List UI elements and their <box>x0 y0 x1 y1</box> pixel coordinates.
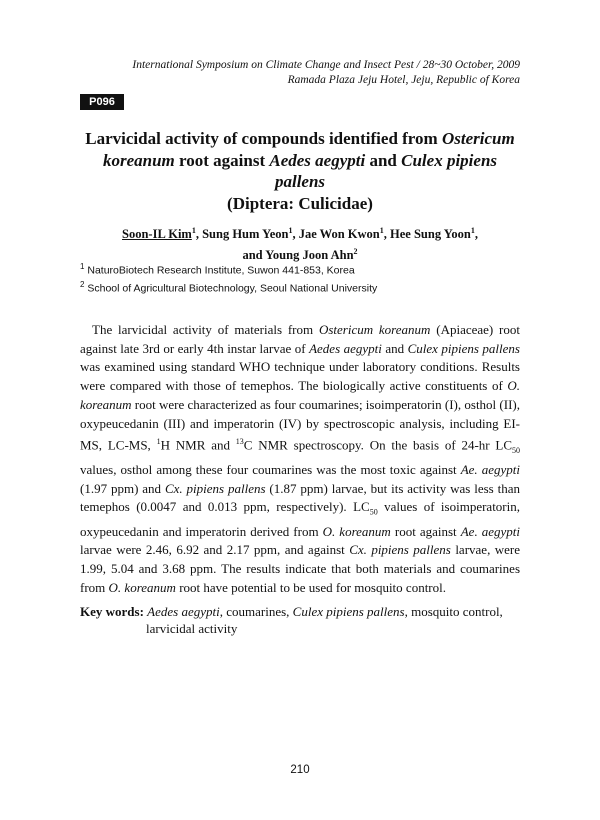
abstract-text: larvae were 2.46, 6.92 and 2.17 ppm, and against <box>80 542 350 558</box>
paper-title <box>78 128 522 214</box>
abstract-text: H NMR and <box>160 437 236 453</box>
conference-header <box>132 58 520 88</box>
abstract-text: (Apiaceae) root against late 3rd or early 4th instar larvae of <box>80 322 521 356</box>
poster-id-badge: P096 <box>80 94 124 110</box>
affiliation-mark: 1 <box>288 226 293 235</box>
title-italic: Aedes aegypti <box>269 150 366 170</box>
species-name: Aedes aegypti <box>309 340 382 356</box>
presenting-author: Soon-IL Kim <box>122 227 192 242</box>
keywords <box>80 603 528 637</box>
header-line-1: International Symposium on Climate Change and Insect Pest / 28~30 October, 2009 <box>132 59 520 71</box>
superscript: 13 <box>235 437 244 447</box>
author-list <box>78 222 522 264</box>
species-name: Cx. pipiens pallens <box>164 480 266 496</box>
author: , Sung Hum Yeon <box>195 227 289 242</box>
affiliation-text: School of Agricultural Biotechnology, Seoul National University <box>84 282 378 294</box>
affiliation-text: NaturoBiotech Research Institute, Suwon 441-853, Korea <box>84 264 355 277</box>
abstract-text: root were characterized as four coumarines; isoimperatorin (I), osthol (II), oxypeucedanin (III) and imperatorin (IV) by spectroscopic analysis, including EI-MS, LC-MS, <box>80 396 520 453</box>
affiliation-1 <box>80 260 377 278</box>
keyword: larvicidal activity <box>146 621 238 636</box>
abstract-text: values, osthol among these four coumarines was the most toxic against <box>80 461 461 477</box>
affiliations <box>80 260 377 295</box>
author-separator: , <box>474 227 478 242</box>
keyword: , mosquito control, <box>404 604 503 619</box>
abstract-text: The larvicidal activity of materials from <box>92 322 319 337</box>
affiliation-mark: 1 <box>80 262 85 271</box>
species-name: O. koreanum <box>322 523 391 539</box>
title-italic: koreanum <box>102 150 175 170</box>
abstract-text: (1.97 ppm) and <box>80 480 165 496</box>
title-part: (Diptera: Culicidae) <box>227 193 373 213</box>
header-line-2: Ramada Plaza Jeju Hotel, Jeju, Republic of Korea <box>287 74 520 86</box>
affiliation-2 <box>80 278 377 296</box>
species-name: Ae. aegypti <box>460 523 521 539</box>
author: , Jae Won Kwon <box>292 227 380 242</box>
subscript: 50 <box>369 507 378 517</box>
abstract-text: larvae, were 1.99, 5.04 and 3.68 ppm. The results indicate that both materials and coumarines from <box>80 542 521 595</box>
subscript: 50 <box>512 446 521 456</box>
affiliation-mark: 1 <box>470 226 475 235</box>
affiliation-mark: 1 <box>379 226 384 235</box>
title-italic: Culex pipiens pallens <box>274 150 498 191</box>
author: and Young Joon Ahn <box>242 248 354 263</box>
species-name: O. koreanum <box>80 378 520 412</box>
abstract-text: was examined using standard WHO technique under laboratory conditions. Results were compared with those of temephos. The biologically active constituents of <box>80 359 520 394</box>
author: , Hee Sung Yoon <box>383 227 471 242</box>
superscript: 1 <box>156 437 161 447</box>
abstract-body <box>80 321 520 597</box>
keyword: , coumarines, <box>219 604 293 619</box>
page-number: 210 <box>290 764 310 776</box>
species-name: Culex pipiens pallens <box>407 340 520 356</box>
keyword: Culex pipiens pallens <box>292 604 405 619</box>
title-part: root against <box>174 150 270 170</box>
abstract-text: root against <box>390 523 461 539</box>
title-italic: Ostericum <box>441 129 515 148</box>
affiliation-mark: 2 <box>353 247 358 257</box>
abstract-text: C NMR spectroscopy. On the basis of 24-hr LC <box>243 437 513 453</box>
affiliation-mark: 1 <box>191 226 196 235</box>
abstract-text: root have potential to be used for mosquito control. <box>175 579 446 595</box>
species-name: Ostericum koreanum <box>318 322 431 337</box>
species-name: O. koreanum <box>108 579 176 595</box>
species-name: Cx. pipiens pallens <box>349 542 451 558</box>
abstract-text: values of isoimperatorin, oxypeucedanin and imperatorin derived from <box>80 499 520 539</box>
title-part: Larvicidal activity of compounds identified from <box>85 129 442 148</box>
title-part: and <box>365 150 402 170</box>
abstract-text: and <box>381 340 408 356</box>
keywords-label: Key words: <box>80 604 144 619</box>
keyword: Aedes aegypti <box>147 604 220 619</box>
species-name: Ae. aegypti <box>460 461 520 477</box>
affiliation-mark: 2 <box>80 279 85 289</box>
abstract-text: (1.87 ppm) larvae, but its activity was less than temephos (0.0047 and 0.013 ppm, respectively). LC <box>80 480 520 515</box>
